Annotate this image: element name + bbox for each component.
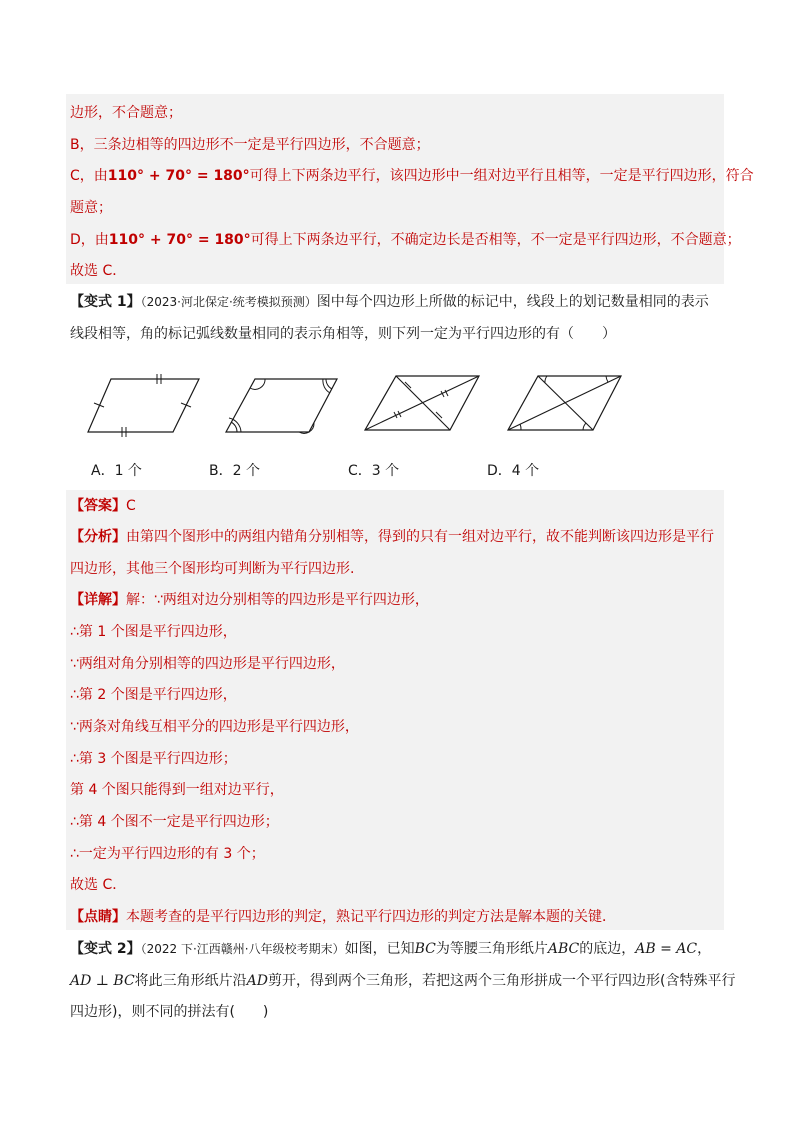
analysis-text: 由第四个图形中的两组内错角分别相等，得到的只有一组对边平行，故不能判断该四边形是平行 bbox=[126, 529, 714, 545]
answer-value: C bbox=[126, 498, 136, 514]
analysis-tag: 【分析】 bbox=[70, 529, 126, 545]
variant1-question-line-2: 线段相等，角的标记弧线数量相同的表示角相等，则下列一定为平行四边形的有（ ） bbox=[70, 326, 616, 342]
detail-text: 解：∵两组对边分别相等的四边形是平行四边形， bbox=[126, 592, 429, 608]
solution-line-3 bbox=[70, 166, 754, 186]
detail-line-7: 第 4 个图只能得到一组对边平行， bbox=[70, 782, 284, 798]
detail-line-4: ∴第 2 个图是平行四边形， bbox=[70, 687, 237, 703]
figure-3 bbox=[362, 360, 484, 438]
math-ab-eq-ac: AB = AC bbox=[635, 941, 698, 957]
variant1-question-line-1 bbox=[70, 292, 709, 312]
solution-line-4: 题意； bbox=[70, 200, 112, 216]
detail-line-3: ∵两组对角分别相等的四边形是平行四边形， bbox=[70, 656, 345, 672]
answer-block bbox=[66, 490, 724, 930]
comment-line bbox=[70, 907, 616, 927]
solution-line-2: B，三条边相等的四边形不一定是平行四边形，不合题意； bbox=[70, 137, 430, 153]
detail-line-10: 故选 C． bbox=[70, 877, 127, 893]
detail-tag: 【详解】 bbox=[70, 592, 126, 608]
figure-4 bbox=[505, 360, 627, 438]
solution-text: 可得上下两条边平行，该四边形中一组对边平行且相等，一定是平行四边形，符合 bbox=[249, 168, 754, 184]
detail-line-9: ∴一定为平行四边形的有 3 个； bbox=[70, 846, 265, 862]
detail-line-5: ∵两条对角线互相平分的四边形是平行四边形， bbox=[70, 719, 359, 735]
variant1-source: （2023·河北保定·统考模拟预测） bbox=[140, 295, 317, 309]
variant2-text: 如图，已知 bbox=[344, 941, 415, 957]
figure-2 bbox=[223, 360, 343, 438]
variant2-question-line-3: 四边形)，则不同的拼法有( ) bbox=[70, 1004, 269, 1020]
math-ad-perp-bc: AD ⊥ BC bbox=[70, 973, 135, 989]
solution-text: C，由 bbox=[70, 168, 108, 184]
variant1-tag: 【变式 1】 bbox=[70, 294, 141, 310]
variant2-text: ， bbox=[697, 941, 712, 957]
option-d[interactable]: D．4 个 bbox=[487, 463, 540, 479]
comment-tag: 【点睛】 bbox=[70, 909, 126, 925]
solution-line-1: 边形，不合题意； bbox=[70, 105, 182, 121]
detail-line-8: ∴第 4 个图不一定是平行四边形； bbox=[70, 814, 279, 830]
analysis-line-2: 四边形，其他三个图形均可判断为平行四边形. bbox=[70, 561, 355, 577]
math-ad: AD bbox=[246, 973, 269, 989]
option-b[interactable]: B．2 个 bbox=[209, 463, 260, 479]
solution-line-5 bbox=[70, 230, 741, 250]
comment-text: 本题考查的是平行四边形的判定，熟记平行四边形的判定方法是解本题的关键． bbox=[126, 909, 616, 925]
detail-line-2: ∴第 1 个图是平行四边形， bbox=[70, 624, 237, 640]
variant2-text: 将此三角形纸片沿 bbox=[134, 973, 247, 989]
answer-tag: 【答案】 bbox=[70, 498, 126, 514]
variant2-tag: 【变式 2】 bbox=[70, 941, 141, 957]
option-c[interactable]: C．3 个 bbox=[348, 463, 400, 479]
analysis-line-1 bbox=[70, 527, 714, 547]
solution-text: 可得上下两条边平行，不确定边长是否相等，不一定是平行四边形，不合题意； bbox=[250, 232, 741, 248]
math-bc: BC bbox=[414, 941, 436, 957]
variant2-text: 剪开，得到两个三角形，若把这两个三角形拼成一个平行四边形(含特殊平行 bbox=[268, 973, 736, 989]
variant2-question-line-2 bbox=[70, 971, 735, 991]
detail-line-1 bbox=[70, 590, 429, 610]
solution-text: D，由 bbox=[70, 232, 109, 248]
option-a[interactable]: A．1 个 bbox=[91, 463, 142, 479]
math-expression: 110° + 70° = 180° bbox=[108, 232, 251, 248]
math-expression: 110° + 70° = 180° bbox=[107, 168, 250, 184]
detail-line-6: ∴第 3 个图是平行四边形； bbox=[70, 751, 237, 767]
variant2-question-line-1 bbox=[70, 939, 711, 959]
answer-line bbox=[70, 496, 136, 516]
variant2-text: 的底边， bbox=[579, 941, 636, 957]
variant2-source: （2022 下·江西赣州·八年级校考期末） bbox=[140, 942, 345, 956]
variant2-text: 为等腰三角形纸片 bbox=[435, 941, 548, 957]
variant1-question: 图中每个四边形上所做的标记中，线段上的划记数量相同的表示 bbox=[316, 294, 709, 310]
solution-line-6: 故选 C． bbox=[70, 263, 127, 279]
math-abc: ABC bbox=[547, 941, 580, 957]
figure-1 bbox=[84, 360, 204, 438]
